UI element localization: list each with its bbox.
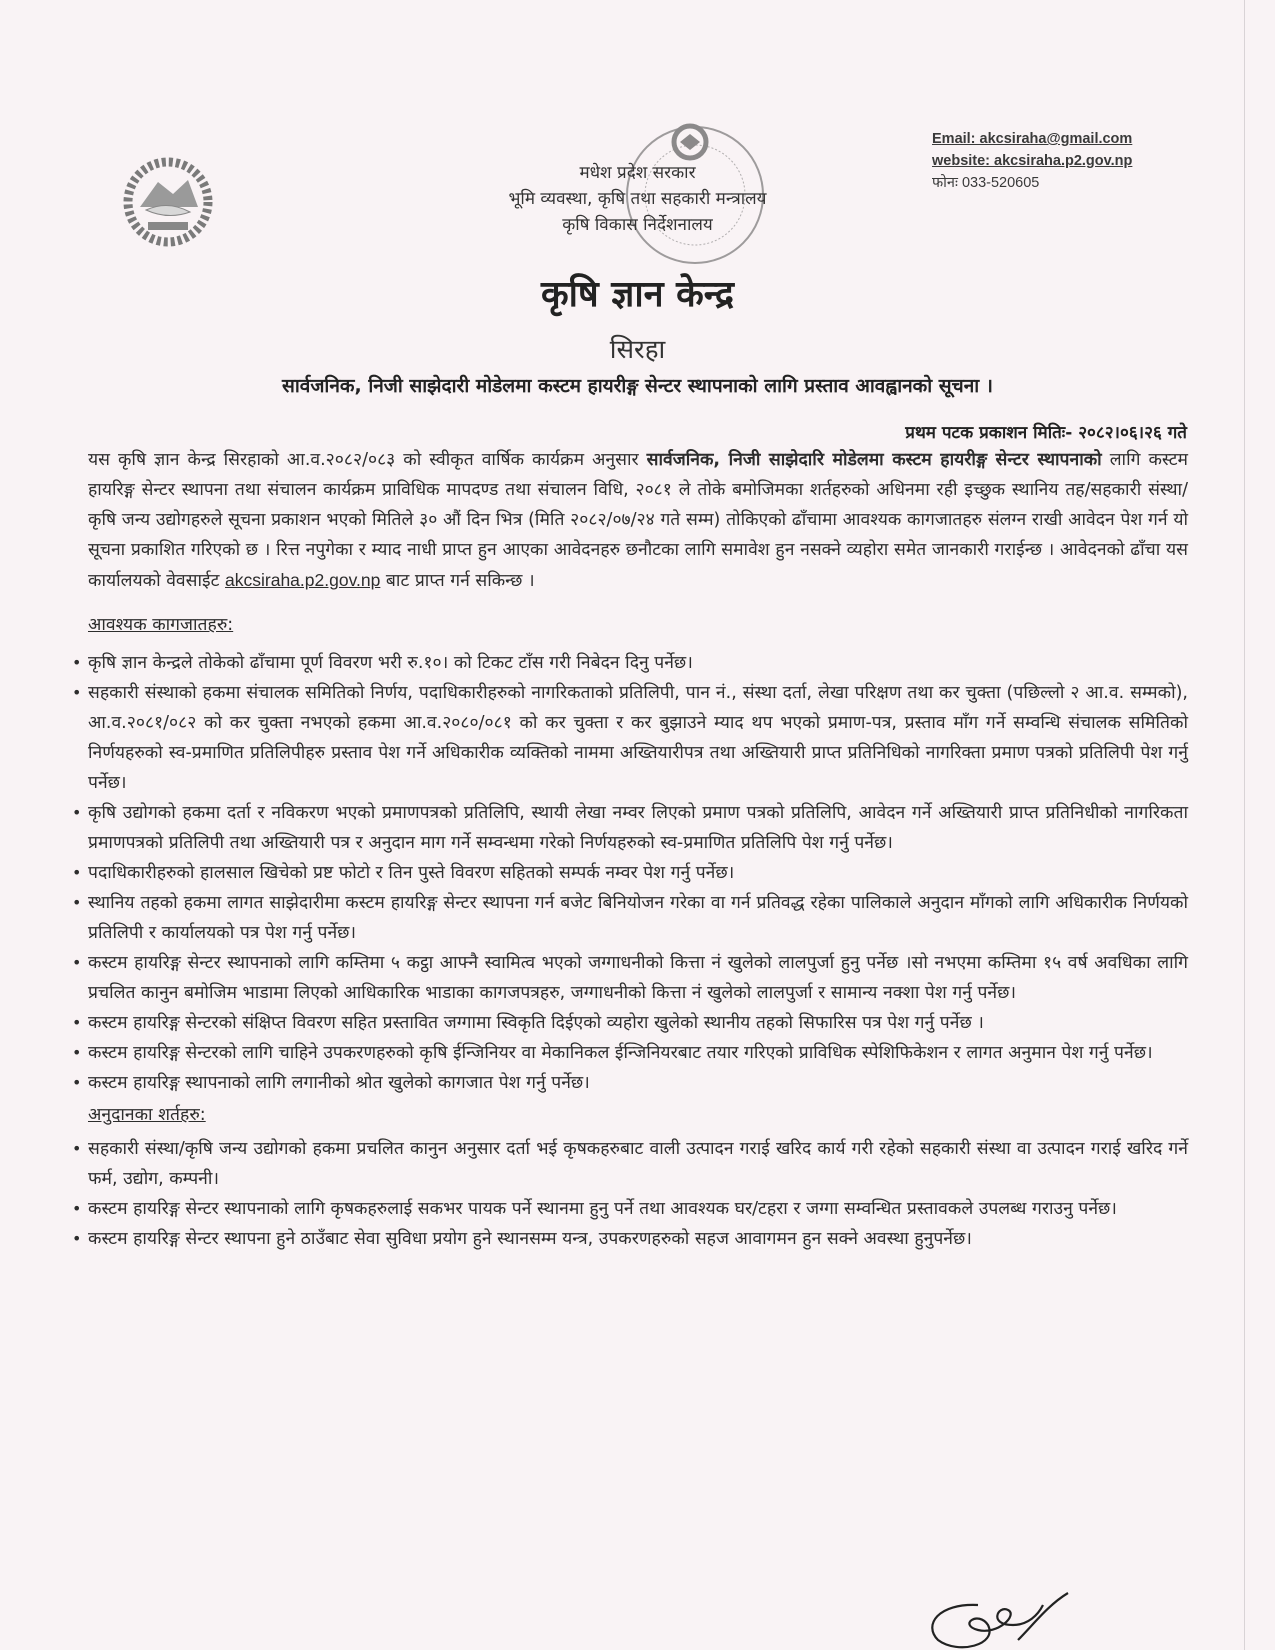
header-ministry: भूमि व्यवस्था, कृषि तथा सहकारी मन्त्रालय [508, 189, 767, 209]
list-item-text: कस्टम हायरिङ्ग सेन्टर स्थापना हुने ठाउँबाट सेवा सुविधा प्रयोग हुने स्थानसम्म यन्त्र, उपकरणहरुको सहज आवागमन हुन सक्ने अवस्था हुनुपर्नेछ। [88, 1229, 972, 1249]
bullet-icon: • [72, 1199, 82, 1218]
list-item-text: स्थानिय तहको हकमा लागत साझेदारीमा कस्टम हायरिङ्ग सेन्टर स्थापना गर्न बजेट बिनियोजन गरेका वा गर्न प्रतिवद्ध रहेका पालिकाले अनुदान माँगको लागि अधिकारीक निर्णयको प्रतिलिपी र कार्यालयको पत्र पेश गर्नु पर्नेछ। [88, 893, 1188, 943]
website-link[interactable]: akcsiraha.p2.gov.np [225, 570, 381, 590]
list-item [72, 1134, 1188, 1194]
list-item-text: कस्टम हायरिङ्ग सेन्टर स्थापनाको लागि कृषकहरुलाई सकभर पायक पर्ने स्थानमा हुनु पर्ने तथा आवश्यक घर/टहरा र जग्गा सम्वन्धित प्रस्तावकले उपलब्ध गराउनु पर्नेछ। [88, 1199, 1117, 1219]
bullet-icon: • [72, 1073, 82, 1092]
list-item [72, 1194, 1188, 1224]
list-item [72, 858, 1188, 888]
header-directorate: कृषि विकास निर्देशनालय [562, 215, 713, 235]
list-item-text: कृषि उद्योगको हकमा दर्ता र नविकरण भएको प्रमाणपत्रको प्रतिलिपि, स्थायी लेखा नम्वर लिएको प्रमाण पत्रको प्रतिलिपि, आवेदन गर्ने अख्तियारी प्राप्त प्रतिनिधीको नागरिकता प्रमाणपत्रको प्रतिलिपी तथा अख्तियारी पत्र र अनुदान माग गर्ने सम्वन्धमा गरेको निर्णयहरुको स्व-प्रमाणित प्रतिलिपि पेश गर्नु पर्नेछ। [88, 803, 1188, 853]
intro-text-3: बाट प्राप्त गर्न सकिन्छ । [380, 571, 535, 591]
list-item-text: कस्टम हायरिङ्ग सेन्टरको संक्षिप्त विवरण सहित प्रस्तावित जग्गामा स्विकृति दिईएको व्यहोरा खुलेको स्थानीय तहको सिफारिस पत्र पेश गर्नु पर्नेछ । [88, 1013, 984, 1033]
bullet-icon: • [72, 1043, 82, 1062]
required-documents-heading: आवश्यक कागजातहरु: [88, 615, 234, 635]
publication-date: प्रथम पटक प्रकाशन मितिः- २०८२।०६।२६ गते [905, 423, 1187, 443]
required-documents-list [72, 648, 1188, 1098]
list-item-text: सहकारी संस्था/कृषि जन्य उद्योगको हकमा प्रचलित कानुन अनुसार दर्ता भई कृषकहरुबाट वाली उत्पादन गराई खरिद कार्य गरी रहेको सहकारी संस्था वा उत्पादन गराई खरिद गर्ने फर्म, उद्योग, कम्पनी। [88, 1139, 1188, 1189]
bullet-icon: • [72, 1013, 82, 1032]
contact-email[interactable]: Email: akcsiraha@gmail.com [932, 131, 1133, 147]
list-item [72, 1068, 1188, 1098]
list-item [72, 1224, 1188, 1254]
list-item-text: कस्टम हायरिङ्ग सेन्टर स्थापनाको लागि कम्तिमा ५ कट्ठा आफ्नै स्वामित्व भएको जग्गाधनीको कित्ता नं खुलेको लालपुर्जा हुनु पर्नेछ ।सो नभएमा कम्तिमा १५ वर्ष अवधिका लागि प्रचलित कानुन बमोजिम भाडामा लिएको आधिकारिक भाडाका कागजपत्रहरु, जग्गाधनीको कित्ता नं खुलेको लालपुर्जा र सामान्य नक्शा पेश गर्नु पर्नेछ। [88, 953, 1188, 1003]
bullet-icon: • [72, 863, 82, 882]
bullet-icon: • [72, 653, 82, 672]
list-item-text: सहकारी संस्थाको हकमा संचालक समितिको निर्णय, पदाधिकारीहरुको नागरिकताको प्रतिलिपी, पान नं., संस्था दर्ता, लेखा परिक्षण तथा कर चुक्ता (पछिल्लो २ आ.व. सम्मको), आ.व.२०८१/०८२ को कर चुक्ता नभएको हकमा आ.व.२०८०/०८१ को कर चुक्ता र कर बुझाउने म्याद थप भएको प्रमाण-पत्र, प्रस्ताव माँग गर्ने सम्वन्धि संचालक समितिको निर्णयहरुको स्व-प्रमाणित प्रतिलिपीहरु प्रस्ताव पेश गर्ने अधिकारीक व्यक्तिको नाममा अख्तियारीपत्र तथा अख्तियारी प्राप्त प्रतिनिधिको नागरिक्ता प्रमाण पत्रको प्रतिलिपी पेश गर्नु पर्नेछ। [88, 683, 1188, 793]
list-item-text: कस्टम हायरिङ्ग स्थापनाको लागि लगानीको श्रोत खुलेको कागजात पेश गर्नु पर्नेछ। [88, 1073, 590, 1093]
list-item-text: पदाधिकारीहरुको हालसाल खिचेको प्रष्ट फोटो र तिन पुस्ते विवरण सहितको सम्पर्क नम्वर पेश गर्नु पर्नेछ। [88, 863, 735, 883]
intro-paragraph [88, 445, 1188, 596]
notice-title: सार्वजनिक, निजी साझेदारी मोडेलमा कस्टम हायरीङ्ग सेन्टर स्थापनाको लागि प्रस्ताव आवह्वानको सूचना । [282, 375, 993, 397]
grant-conditions-list [72, 1134, 1188, 1254]
bullet-icon: • [72, 1229, 82, 1248]
header-province-government: मधेश प्रदेश सरकार [579, 163, 696, 183]
grant-conditions-heading: अनुदानका शर्तहरु: [88, 1105, 206, 1125]
list-item-text: कस्टम हायरिङ्ग सेन्टरको लागि चाहिने उपकरणहरुको कृषि ईन्जिनियर वा मेकानिकल ईन्जिनियरबाट तयार गरिएको प्राविधिक स्पेशिफिकेशन र लागत अनुमान पेश गर्नु पर्नेछ। [88, 1043, 1153, 1063]
bullet-icon: • [72, 1139, 82, 1158]
list-item [72, 888, 1188, 948]
intro-text-2: लागि कस्टम हायरिङ्ग सेन्टर स्थापना तथा संचालन कार्यक्रम प्राविधिक मापदण्ड तथा संचालन विधि, २०८१ ले तोके बमोजिमका शर्तहरुको अधिनमा रही इच्छुक स्थानिय तह/सहकारी संस्था/कृषि जन्य उद्योगहरुले सूचना प्रकाशन भएको मितिले ३० औं दिन भित्र (मिति २०८२/०७/२४ गते सम्म) तोकिएको ढाँचामा आवश्यक कागजातहरु संलग्न राखी आवेदन पेश गर्न यो सूचना प्रकाशित गरिएको छ । रित्त नपुगेका र म्याद नाधी प्राप्त हुन आएका आवेदनहरु छनौटका लागि समावेश हुन नसक्ने व्यहोरा समेत जानकारी गराईन्छ । आवेदनको ढाँचा यस कार्यालयको वेवसाईट [88, 450, 1188, 591]
office-location: सिरहा [609, 335, 666, 365]
list-item [72, 1008, 1188, 1038]
list-item [72, 678, 1188, 798]
intro-text-1: यस कृषि ज्ञान केन्द्र सिरहाको आ.व.२०८२/०८३ को स्वीकृत वार्षिक कार्यक्रम अनुसार [88, 450, 647, 470]
intro-bold-text: सार्वजनिक, निजी साझेदारि मोडेलमा कस्टम हायरीङ्ग सेन्टर स्थापनाको [646, 450, 1102, 470]
list-item [72, 648, 1188, 678]
notice-body [72, 445, 1188, 1254]
list-item [72, 948, 1188, 1008]
list-item [72, 1038, 1188, 1068]
bullet-icon: • [72, 953, 82, 972]
list-item-text: कृषि ज्ञान केन्द्रले तोकेको ढाँचामा पूर्ण विवरण भरी रु.१०। को टिकट टाँस गरी निबेदन दिनु पर्नेछ। [88, 653, 693, 673]
list-item [72, 798, 1188, 858]
bullet-icon: • [72, 803, 82, 822]
bullet-icon: • [72, 893, 82, 912]
letterhead [0, 160, 1275, 238]
bullet-icon: • [72, 683, 82, 702]
contact-website[interactable]: website: akcsiraha.p2.gov.np [932, 153, 1133, 169]
signature-icon [918, 1585, 1108, 1650]
office-name-title: कृषि ज्ञान केन्द्र [540, 274, 735, 315]
contact-phone: फोनः 033-520605 [932, 175, 1040, 191]
scan-edge-line [1244, 0, 1245, 1650]
